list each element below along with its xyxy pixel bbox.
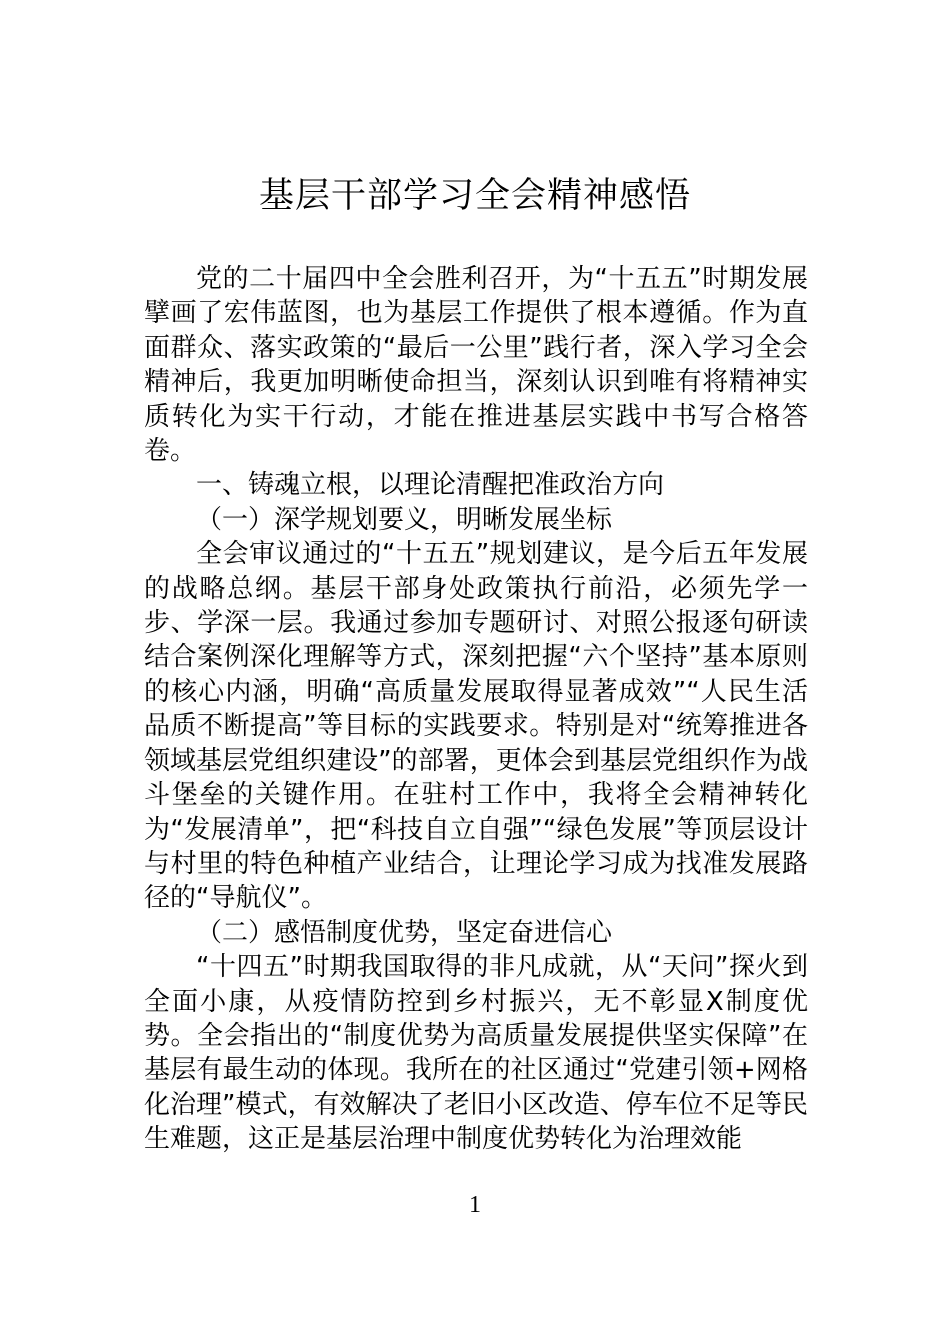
subsection-heading-1: （一）深学规划要义，明晰发展坐标 xyxy=(196,504,613,535)
document-body xyxy=(144,262,808,1157)
body-paragraph-2: “十四五”时期我国取得的非凡成就，从“天问”探火到全面小康，从疫情防控到乡村振兴，无不彰显X制度优势。全会指出的“制度优势为高质量发展提供坚实保障”在基层有最生动的体现。我所在的社区通过“党建引领+网格化治理”模式，有效解决了老旧小区改造、停车位不足等民生难题，这正是基层治理中制度优势转化为治理效能 xyxy=(144,952,808,1155)
subsection-heading-2: （二）感悟制度优势，坚定奋进信心 xyxy=(196,917,613,948)
body-paragraph-1: 全会审议通过的“十五五”规划建议，是今后五年发展的战略总纲。基层干部身处政策执行前沿，必须先学一步、学深一层。我通过参加专题研讨、对照公报逐句研读结合案例深化理解等方式，深刻把握“六个坚持”基本原则的核心内涵，明确“高质量发展取得显著成效”“人民生活品质不断提高”等目标的实践要求。特别是对“统筹推进各领域基层党组织建设”的部署，更体会到基层党组织作为战斗堡垒的关键作用。在驻村工作中，我将全会精神转化为“发展清单”，把“科技自立自强”“绿色发展”等顶层设计与村里的特色种植产业结合，让理论学习成为找准发展路径的“导航仪”。 xyxy=(144,539,808,914)
document-title: 基层干部学习全会精神感悟 xyxy=(258,176,691,216)
section-heading-1: 一、铸魂立根，以理论清醒把准政治方向 xyxy=(196,470,665,501)
page-number: 1 xyxy=(469,1192,481,1218)
intro-paragraph: 党的二十届四中全会胜利召开，为“十五五”时期发展擘画了宏伟蓝图，也为基层工作提供了根本遵循。作为直面群众、落实政策的“最后一公里”践行者，深入学习全会精神后，我更加明晰使命担当，深刻认识到唯有将精神实质转化为实干行动，才能在推进基层实践中书写合格答卷。 xyxy=(144,264,808,467)
